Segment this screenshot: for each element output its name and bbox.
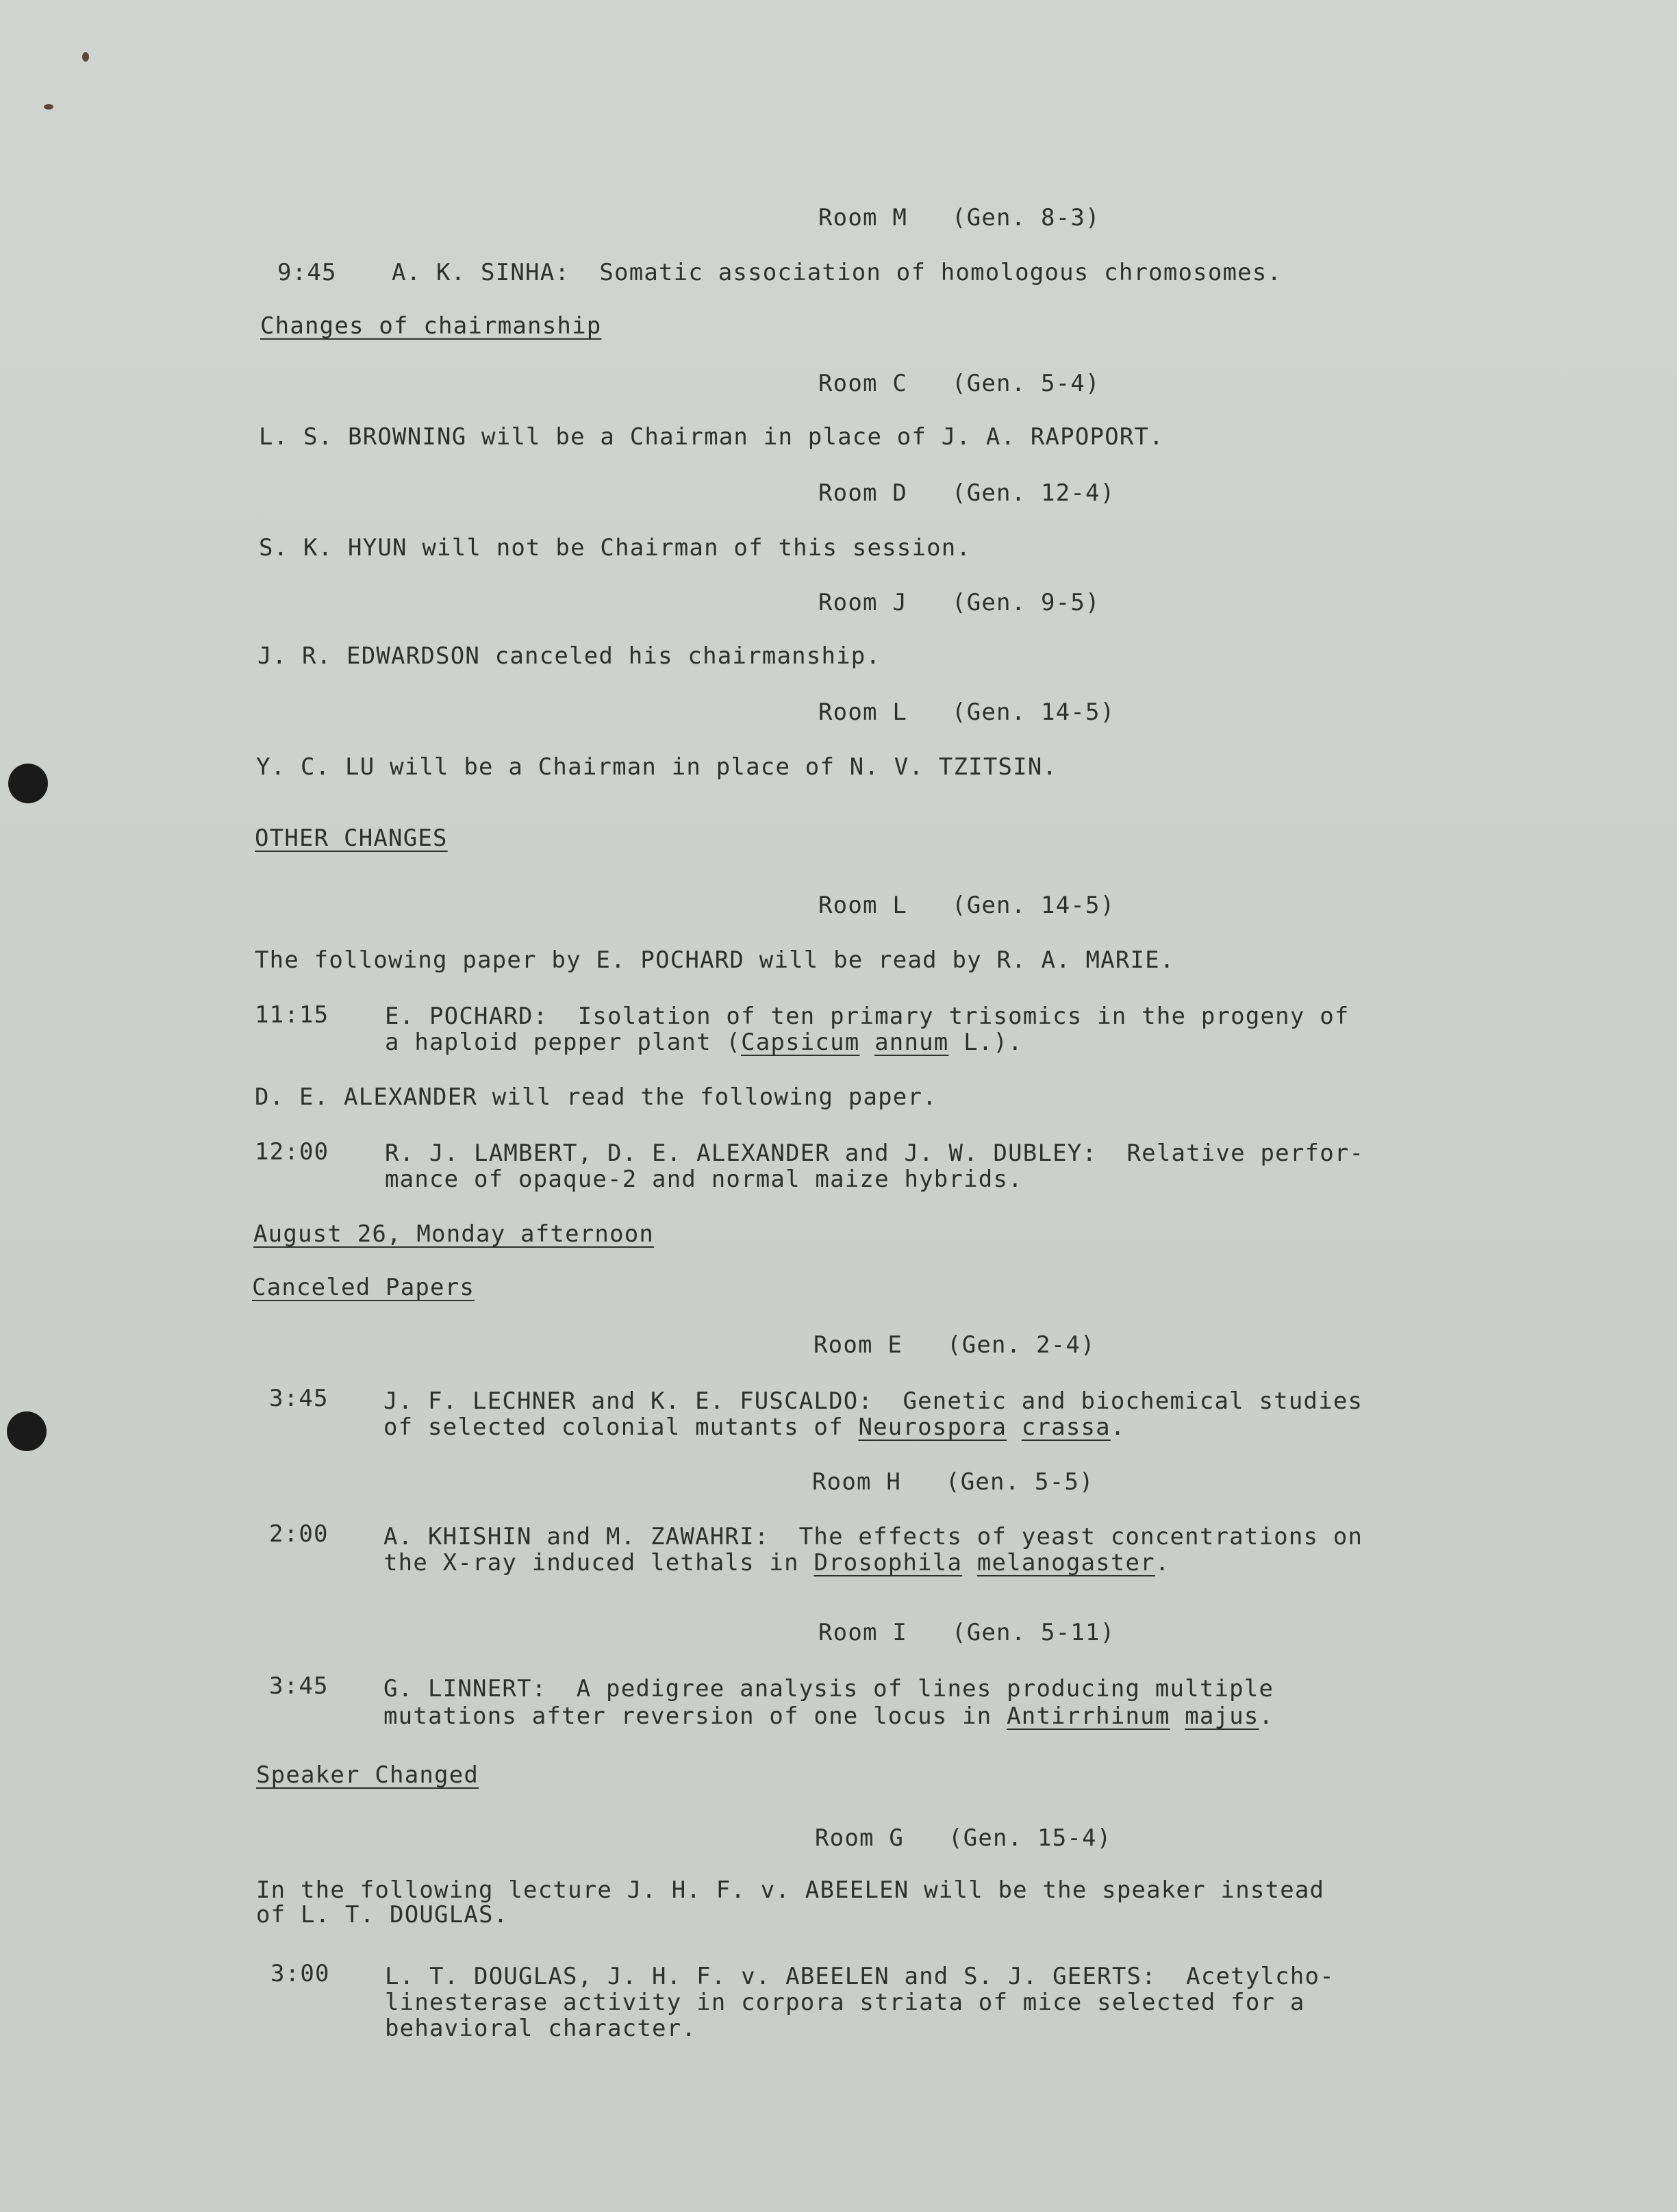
room-e-heading: Room E (Gen. 2-4) [814,1331,1096,1359]
note-abeelen-line2: of L. T. DOUGLAS. [256,1901,509,1928]
room-c-heading: Room C (Gen. 5-4) [818,370,1100,397]
paper-text-line2: linesterase activity in corpora striata of mice selected for a [385,1989,1305,2016]
paper-time: 9:45 [277,259,337,286]
paper-text-line2: mutations after reversion of one locus in Antirrhinum majus. [383,1702,1274,1730]
paper-text-line3: behavioral character. [385,2015,697,2042]
species-name: majus [1185,1702,1259,1730]
paper-time: 3:00 [270,1960,330,1987]
section-heading-other: OTHER CHANGES [255,825,448,852]
room-l-heading: Room L (Gen. 14-5) [818,699,1115,726]
species-name: crassa [1021,1413,1111,1441]
paper-text: G. LINNERT: A pedigree analysis of lines producing multiple [383,1675,1274,1702]
punch-hole-bottom [7,1411,47,1451]
note-edwardson: J. R. EDWARDSON canceled his chairmanship. [257,642,881,670]
section-heading-canceled: Canceled Papers [252,1274,475,1301]
paper-speck [44,104,53,110]
paper-time: 3:45 [269,1385,329,1412]
note-pochard: The following paper by E. POCHARD will be read by R. A. MARIE. [255,946,1175,974]
paper-text: A. K. SINHA: Somatic association of homologous chromosomes. [392,259,1283,286]
paper-text-line2: the X-ray induced lethals in Drosophila melanogaster. [383,1549,1170,1576]
species-name: Capsicum [741,1029,860,1056]
note-browning: L. S. BROWNING will be a Chairman in place of J. A. RAPOPORT. [259,423,1164,451]
paper-text: A. KHISHIN and M. ZAWAHRI: The effects of yeast concentrations on [383,1523,1363,1550]
room-j-heading: Room J (Gen. 9-5) [818,589,1100,616]
species-name: annum [874,1029,949,1056]
paper-time: 11:15 [255,1001,329,1029]
paper-time: 3:45 [269,1672,329,1700]
room-m-heading: Room M (Gen. 8-3) [818,204,1100,231]
paper-text-line2: of selected colonial mutants of Neurospora crassa. [383,1413,1126,1441]
note-hyun: S. K. HYUN will not be Chairman of this session. [259,534,972,562]
room-g-heading: Room G (Gen. 15-4) [815,1824,1112,1852]
paper-text: R. J. LAMBERT, D. E. ALEXANDER and J. W. DUBLEY: Relative perfor- [385,1140,1365,1167]
note-alexander: D. E. ALEXANDER will read the following paper. [255,1083,937,1111]
species-name: melanogaster [976,1549,1155,1576]
room-h-heading: Room H (Gen. 5-5) [812,1468,1094,1496]
room-l-heading-2: Room L (Gen. 14-5) [818,892,1115,919]
paper-time: 12:00 [255,1138,329,1166]
note-abeelen: In the following lecture J. H. F. v. ABEELEN will be the speaker instead [256,1876,1325,1904]
paper-text-line2: mance of opaque-2 and normal maize hybrids. [385,1166,1023,1193]
punch-hole-top [8,764,48,803]
paper-text: L. T. DOUGLAS, J. H. F. v. ABEELEN and S. J. GEERTS: Acetylcho- [385,1963,1335,1990]
paper-speck [82,52,89,62]
paper-text: E. POCHARD: Isolation of ten primary trisomics in the progeny of [385,1003,1350,1030]
section-heading-chairmanship: Changes of chairmanship [260,312,602,340]
room-i-heading: Room I (Gen. 5-11) [818,1619,1115,1646]
section-heading-august: August 26, Monday afternoon [253,1220,655,1248]
species-name: Drosophila [814,1549,963,1576]
species-name: Neurospora [858,1413,1007,1441]
paper-text: J. F. LECHNER and K. E. FUSCALDO: Genetic and biochemical studies [383,1387,1363,1415]
paper-text-line2: a haploid pepper plant (Capsicum annum L.). [385,1029,1023,1056]
note-lu: Y. C. LU will be a Chairman in place of N. V. TZITSIN. [256,753,1058,781]
species-name: Antirrhinum [1007,1702,1170,1730]
paper-time: 2:00 [269,1520,329,1548]
section-heading-speaker: Speaker Changed [256,1761,479,1789]
room-d-heading: Room D (Gen. 12-4) [818,479,1115,507]
